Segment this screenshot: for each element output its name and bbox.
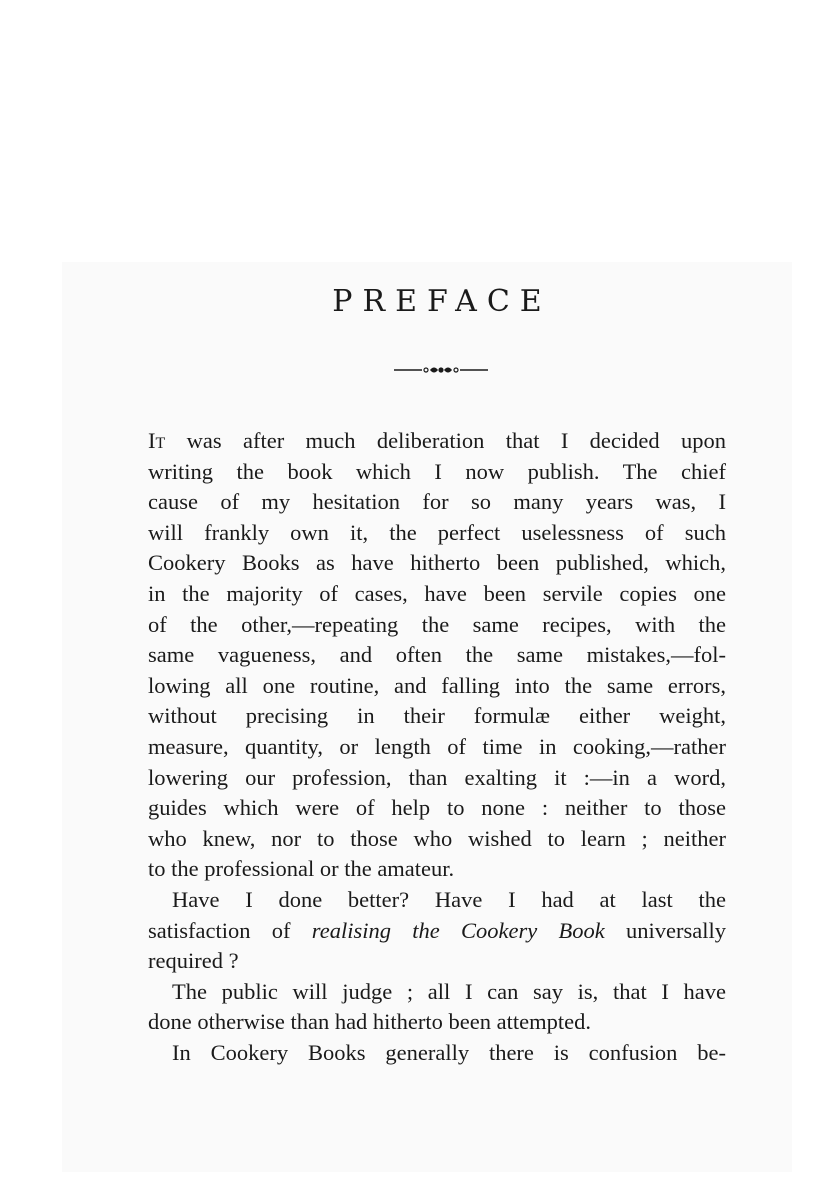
text-line: same vagueness, and often the same mistakes,—fol-	[148, 642, 726, 668]
text-line: In Cookery Books generally there is confusion be-	[172, 1039, 726, 1065]
text-line: Have I done better? Have I had at last the	[172, 886, 726, 912]
text-line: of the other,—repeating the same recipes, with the	[148, 611, 726, 637]
text-line: will frankly own it, the perfect uselessness of such	[148, 519, 726, 545]
text-line	[148, 916, 726, 947]
text-line: cause of my hesitation for so many years was, I	[148, 489, 726, 515]
decorative-rule-icon	[394, 364, 488, 376]
paragraph-3	[148, 977, 726, 1038]
preface-text	[148, 426, 726, 1068]
text-line: to the professional or the amateur.	[148, 856, 455, 882]
italic-title: realising the Cookery Book	[311, 917, 605, 943]
text-line: done otherwise than had hitherto been attempted.	[148, 1009, 591, 1035]
text-line: The public will judge ; all I can say is, that I have	[172, 978, 726, 1004]
text-line: lowing all one routine, and falling into the same errors,	[148, 672, 726, 698]
drop-capital: It	[148, 428, 166, 453]
text-line: Cookery Books as have hitherto been published, which,	[148, 550, 726, 576]
text-line: who knew, nor to those who wished to learn ; neither	[148, 825, 726, 851]
text-line: guides which were of help to none : neither to those	[148, 795, 726, 821]
page-title: PREFACE	[332, 284, 552, 319]
paragraph-1	[148, 426, 726, 885]
text-line: writing the book which I now publish. The chief	[148, 458, 726, 484]
text-line: lowering our profession, than exalting it :—in a word,	[148, 764, 726, 790]
line-text: was after much deliberation that I decided upon	[165, 428, 726, 453]
text-line: measure, quantity, or length of time in cooking,—rather	[148, 733, 726, 759]
text-line: in the majority of cases, have been servile copies one	[148, 580, 726, 606]
text-line: required ?	[148, 948, 239, 974]
paragraph-4	[148, 1038, 726, 1069]
paragraph-2	[148, 885, 726, 977]
line-text: satisfaction of	[148, 917, 312, 943]
text-line	[148, 426, 726, 457]
text-line: without precising in their formulæ either weight,	[148, 703, 726, 729]
line-text: universally	[604, 917, 726, 943]
